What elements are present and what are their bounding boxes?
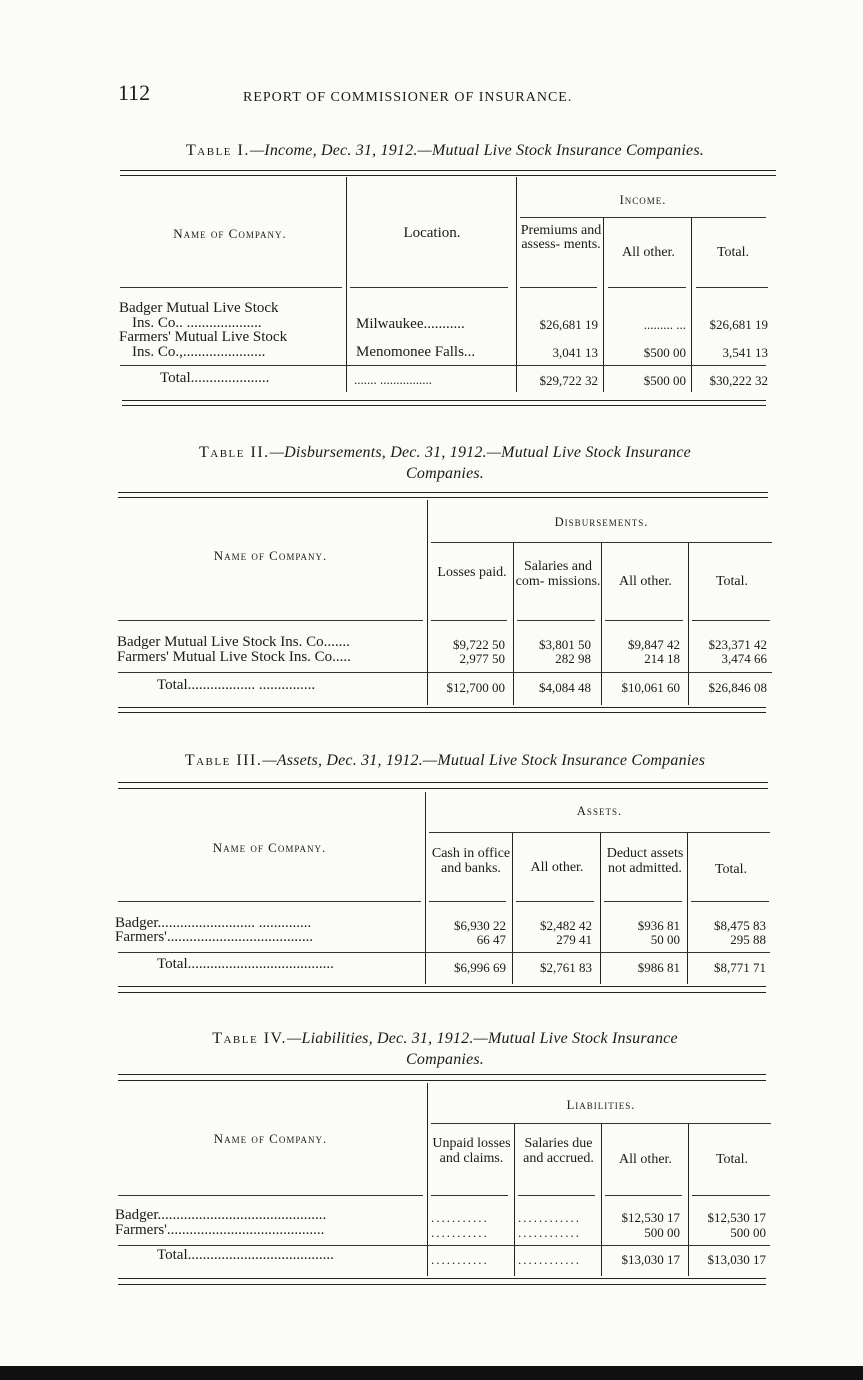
table-3-top-rule-2 <box>118 788 768 789</box>
table-3-other-header: All other. <box>530 860 584 875</box>
table-4-title: —Liabilities, Dec. 31, 1912.—Mutual Live Stock Insurance <box>287 1030 678 1047</box>
table-4-group-rule <box>431 1123 771 1124</box>
table-1-group-rule <box>520 217 766 218</box>
table-2-label: Table II. <box>199 444 270 461</box>
table-2-row-total: $23,371 42 <box>708 637 767 652</box>
table-3-assets-header: Assets. <box>576 804 623 818</box>
table-2-bottom-rule <box>118 707 766 708</box>
table-2-row-total: 3,474 66 <box>721 651 767 666</box>
table-4-title-cont: Companies. <box>406 1051 484 1068</box>
table-3-col-divider <box>687 833 688 984</box>
table-2-losses-header: Losses paid. <box>437 565 507 580</box>
table-4-total-unpaid: ........... <box>431 1252 489 1267</box>
table-4-header-rule <box>118 1195 423 1196</box>
table-4-row-other: $12,530 17 <box>621 1210 680 1225</box>
table-2-disbursements-header: Disbursements. <box>554 515 649 529</box>
table-2-row-losses: 2,977 50 <box>459 651 505 666</box>
table-2-col-divider <box>513 543 514 705</box>
table-1-total-label: Total..................... <box>160 370 270 386</box>
table-3-row-cash: 66 47 <box>476 932 506 947</box>
table-2-row-other: $9,847 42 <box>628 637 680 652</box>
table-1-total-premiums: $29,722 32 <box>539 373 598 388</box>
table-1-header-rule <box>120 287 342 288</box>
table-3-total-total: $8,771 71 <box>714 960 766 975</box>
table-1-header-rule <box>608 287 686 288</box>
table-4-total-total: $13,030 17 <box>707 1252 766 1267</box>
table-2-salaries-header: Salaries and com- missions. <box>515 559 601 589</box>
table-1-col-divider <box>346 177 347 392</box>
table-1-row-name: Farmers' Mutual Live Stock <box>119 329 288 345</box>
table-1-row-total: $26,681 19 <box>709 317 768 332</box>
table-1-row-other: ......... ... <box>643 317 686 332</box>
table-4-col-divider <box>427 1083 428 1276</box>
table-2-total-other: $10,061 60 <box>621 680 680 695</box>
table-4-salaries-header: Salaries due and accrued. <box>523 1136 594 1166</box>
table-2-col-divider <box>688 543 689 705</box>
table-1-header-rule <box>520 287 597 288</box>
table-4-bottom-rule-2 <box>118 1284 766 1285</box>
table-1-top-rule <box>120 170 776 171</box>
table-2-row-losses: $9,722 50 <box>453 637 505 652</box>
table-4-top-rule <box>118 1074 766 1075</box>
table-4-col-divider <box>514 1124 515 1276</box>
table-1-title: —Income, Dec. 31, 1912.—Mutual Live Stock Insurance Companies. <box>249 142 704 159</box>
table-1-row-location: Menomonee Falls... <box>356 344 476 360</box>
table-2-total-total: $26,846 08 <box>708 680 767 695</box>
table-4-total-other: $13,030 17 <box>621 1252 680 1267</box>
table-2-total-losses: $12,700 00 <box>446 680 505 695</box>
table-3-total-header: Total. <box>714 862 748 877</box>
table-2-title: —Disbursements, Dec. 31, 1912.—Mutual Live Stock Insurance <box>269 444 691 461</box>
table-3-deduct-header: Deduct assets not admitted. <box>606 846 684 876</box>
table-4-row-salaries: ............ <box>518 1225 581 1240</box>
table-1-total-other: $500 00 <box>643 373 686 388</box>
table-4-header-rule <box>605 1195 682 1196</box>
table-3-row-deduct: 50 00 <box>650 932 680 947</box>
table-2-top-rule-2 <box>118 497 768 498</box>
table-1-col-divider <box>516 177 517 392</box>
table-2-total-header: Total. <box>715 574 749 589</box>
table-4-header-rule <box>431 1195 508 1196</box>
table-4-label: Table IV. <box>212 1030 288 1047</box>
table-4-total-header: Total. <box>715 1152 749 1167</box>
table-2-header-rule <box>692 620 770 621</box>
table-3-row-cash: $6,930 22 <box>454 918 506 933</box>
table-4-total-salaries: ............ <box>518 1252 581 1267</box>
table-2-title-cont: Companies. <box>406 465 484 482</box>
table-4-top-rule-2 <box>118 1080 766 1081</box>
table-3-total-label: Total....................................... <box>157 956 334 972</box>
table-2-col-divider <box>601 543 602 705</box>
table-3-name-header: Name of Company. <box>212 840 327 855</box>
table-2-row-salaries: 282 98 <box>555 651 591 666</box>
table-3-top-rule <box>118 782 768 783</box>
table-4-row-unpaid: ........... <box>431 1210 489 1225</box>
table-3-bottom-rule <box>118 986 766 987</box>
table-1-income-header: Income. <box>619 193 667 207</box>
table-4-unpaid-header: Unpaid losses and claims. <box>432 1136 511 1166</box>
table-3-header-rule <box>691 901 769 902</box>
table-3-header-rule <box>516 901 594 902</box>
table-3-row-total: 295 88 <box>730 932 766 947</box>
table-2-header-rule <box>605 620 683 621</box>
table-2-other-header: All other. <box>619 574 672 589</box>
table-1-premiums-header: Premiums and assess- ments. <box>520 223 602 252</box>
table-4-total-rule <box>118 1245 770 1246</box>
table-3-total-deduct: $986 81 <box>637 960 680 975</box>
table-1-name-header: Name of Company. <box>173 226 287 241</box>
table-4-col-divider <box>688 1124 689 1276</box>
table-4-row-name: Farmers'.......................................... <box>115 1222 325 1238</box>
table-1-row-premiums: 3,041 13 <box>552 345 598 360</box>
table-1-row-name-cont: Ins. Co.. .................... <box>132 315 262 331</box>
table-1-total-total: $30,222 32 <box>709 373 768 388</box>
table-2-top-rule <box>118 492 768 493</box>
table-3-col-divider <box>600 833 601 984</box>
table-3-title: —Assets, Dec. 31, 1912.—Mutual Live Stock Insurance Companies <box>262 752 706 769</box>
table-4-caption <box>100 1028 790 1070</box>
running-head: REPORT OF COMMISSIONER OF INSURANCE. <box>243 90 573 105</box>
table-3-caption <box>110 750 780 771</box>
table-4-name-header: Name of Company. <box>213 1131 328 1146</box>
table-1-row-name-cont: Ins. Co.,...................... <box>132 344 266 360</box>
table-4-total-label: Total....................................... <box>157 1247 334 1263</box>
table-3-group-rule <box>429 832 770 833</box>
table-2-header-rule <box>118 620 423 621</box>
page-number: 112 <box>118 80 151 105</box>
table-2-header-rule <box>431 620 507 621</box>
table-1-label: Table I. <box>186 142 250 159</box>
table-2-header-rule <box>517 620 595 621</box>
table-2-caption <box>110 442 780 484</box>
table-4-header-rule <box>518 1195 595 1196</box>
table-1-row-total: 3,541 13 <box>722 345 768 360</box>
table-1-row-name: Badger Mutual Live Stock <box>119 300 279 316</box>
table-3-col-divider <box>425 792 426 984</box>
table-2-name-header: Name of Company. <box>213 548 328 563</box>
table-4-row-other: 500 00 <box>644 1225 680 1240</box>
table-1-caption <box>100 140 790 161</box>
table-3-total-rule <box>118 952 770 953</box>
table-2-col-divider <box>427 500 428 705</box>
table-4-liabilities-header: Liabilities. <box>566 1098 636 1112</box>
table-3-row-other: $2,482 42 <box>540 918 592 933</box>
table-3-row-name: Badger.......................... .............. <box>115 915 312 931</box>
table-4-bottom-rule <box>118 1278 766 1279</box>
table-3-header-rule <box>429 901 506 902</box>
table-2-total-salaries: $4,084 48 <box>539 680 591 695</box>
scan-edge-bar <box>0 1366 863 1380</box>
table-2-row-other: 214 18 <box>644 651 680 666</box>
table-1-total-rule <box>120 365 766 366</box>
table-1-bottom-rule-2 <box>122 405 766 406</box>
table-2-row-salaries: $3,801 50 <box>539 637 591 652</box>
table-2-total-label: Total.................. ............... <box>157 677 316 693</box>
table-3-row-other: 279 41 <box>556 932 592 947</box>
table-3-bottom-rule-2 <box>118 992 766 993</box>
table-2-row-name: Farmers' Mutual Live Stock Ins. Co..... <box>117 649 351 665</box>
table-1-row-location: Milwaukee........... <box>356 316 465 332</box>
table-3-header-rule <box>604 901 682 902</box>
table-3-row-total: $8,475 83 <box>714 918 766 933</box>
table-1-row-other: $500 00 <box>643 345 686 360</box>
table-3-total-other: $2,761 83 <box>540 960 592 975</box>
table-4-row-name: Badger............................................. <box>115 1207 327 1223</box>
table-4-row-salaries: ............ <box>518 1210 581 1225</box>
table-4-header-rule <box>692 1195 770 1196</box>
table-3-cash-header: Cash in office and banks. <box>431 846 511 876</box>
table-2-bottom-rule-2 <box>118 712 766 713</box>
table-3-row-deduct: $936 81 <box>637 918 680 933</box>
table-1-other-header: All other. <box>622 245 675 260</box>
table-1-top-rule-2 <box>120 175 776 176</box>
table-1-location-header: Location. <box>403 225 461 241</box>
table-1-header-rule <box>350 287 508 288</box>
table-4-row-unpaid: ........... <box>431 1225 489 1240</box>
table-4-other-header: All other. <box>619 1152 672 1167</box>
table-2-total-rule <box>118 672 772 673</box>
table-4-row-total: $12,530 17 <box>707 1210 766 1225</box>
table-2-row-name: Badger Mutual Live Stock Ins. Co....... <box>117 634 350 650</box>
table-3-header-rule <box>118 901 421 902</box>
table-3-total-cash: $6,996 69 <box>454 960 506 975</box>
table-4-col-divider <box>601 1124 602 1276</box>
table-2-group-rule <box>431 542 772 543</box>
table-3-row-name: Farmers'....................................... <box>115 929 314 945</box>
table-1-header-rule <box>696 287 768 288</box>
table-1-bottom-rule <box>122 400 766 401</box>
table-1-row-premiums: $26,681 19 <box>539 317 598 332</box>
table-3-label: Table III. <box>184 752 263 769</box>
table-4-row-total: 500 00 <box>730 1225 766 1240</box>
table-1-total-header: Total. <box>716 245 750 260</box>
table-1-total-location: ....... ................ <box>354 372 432 387</box>
